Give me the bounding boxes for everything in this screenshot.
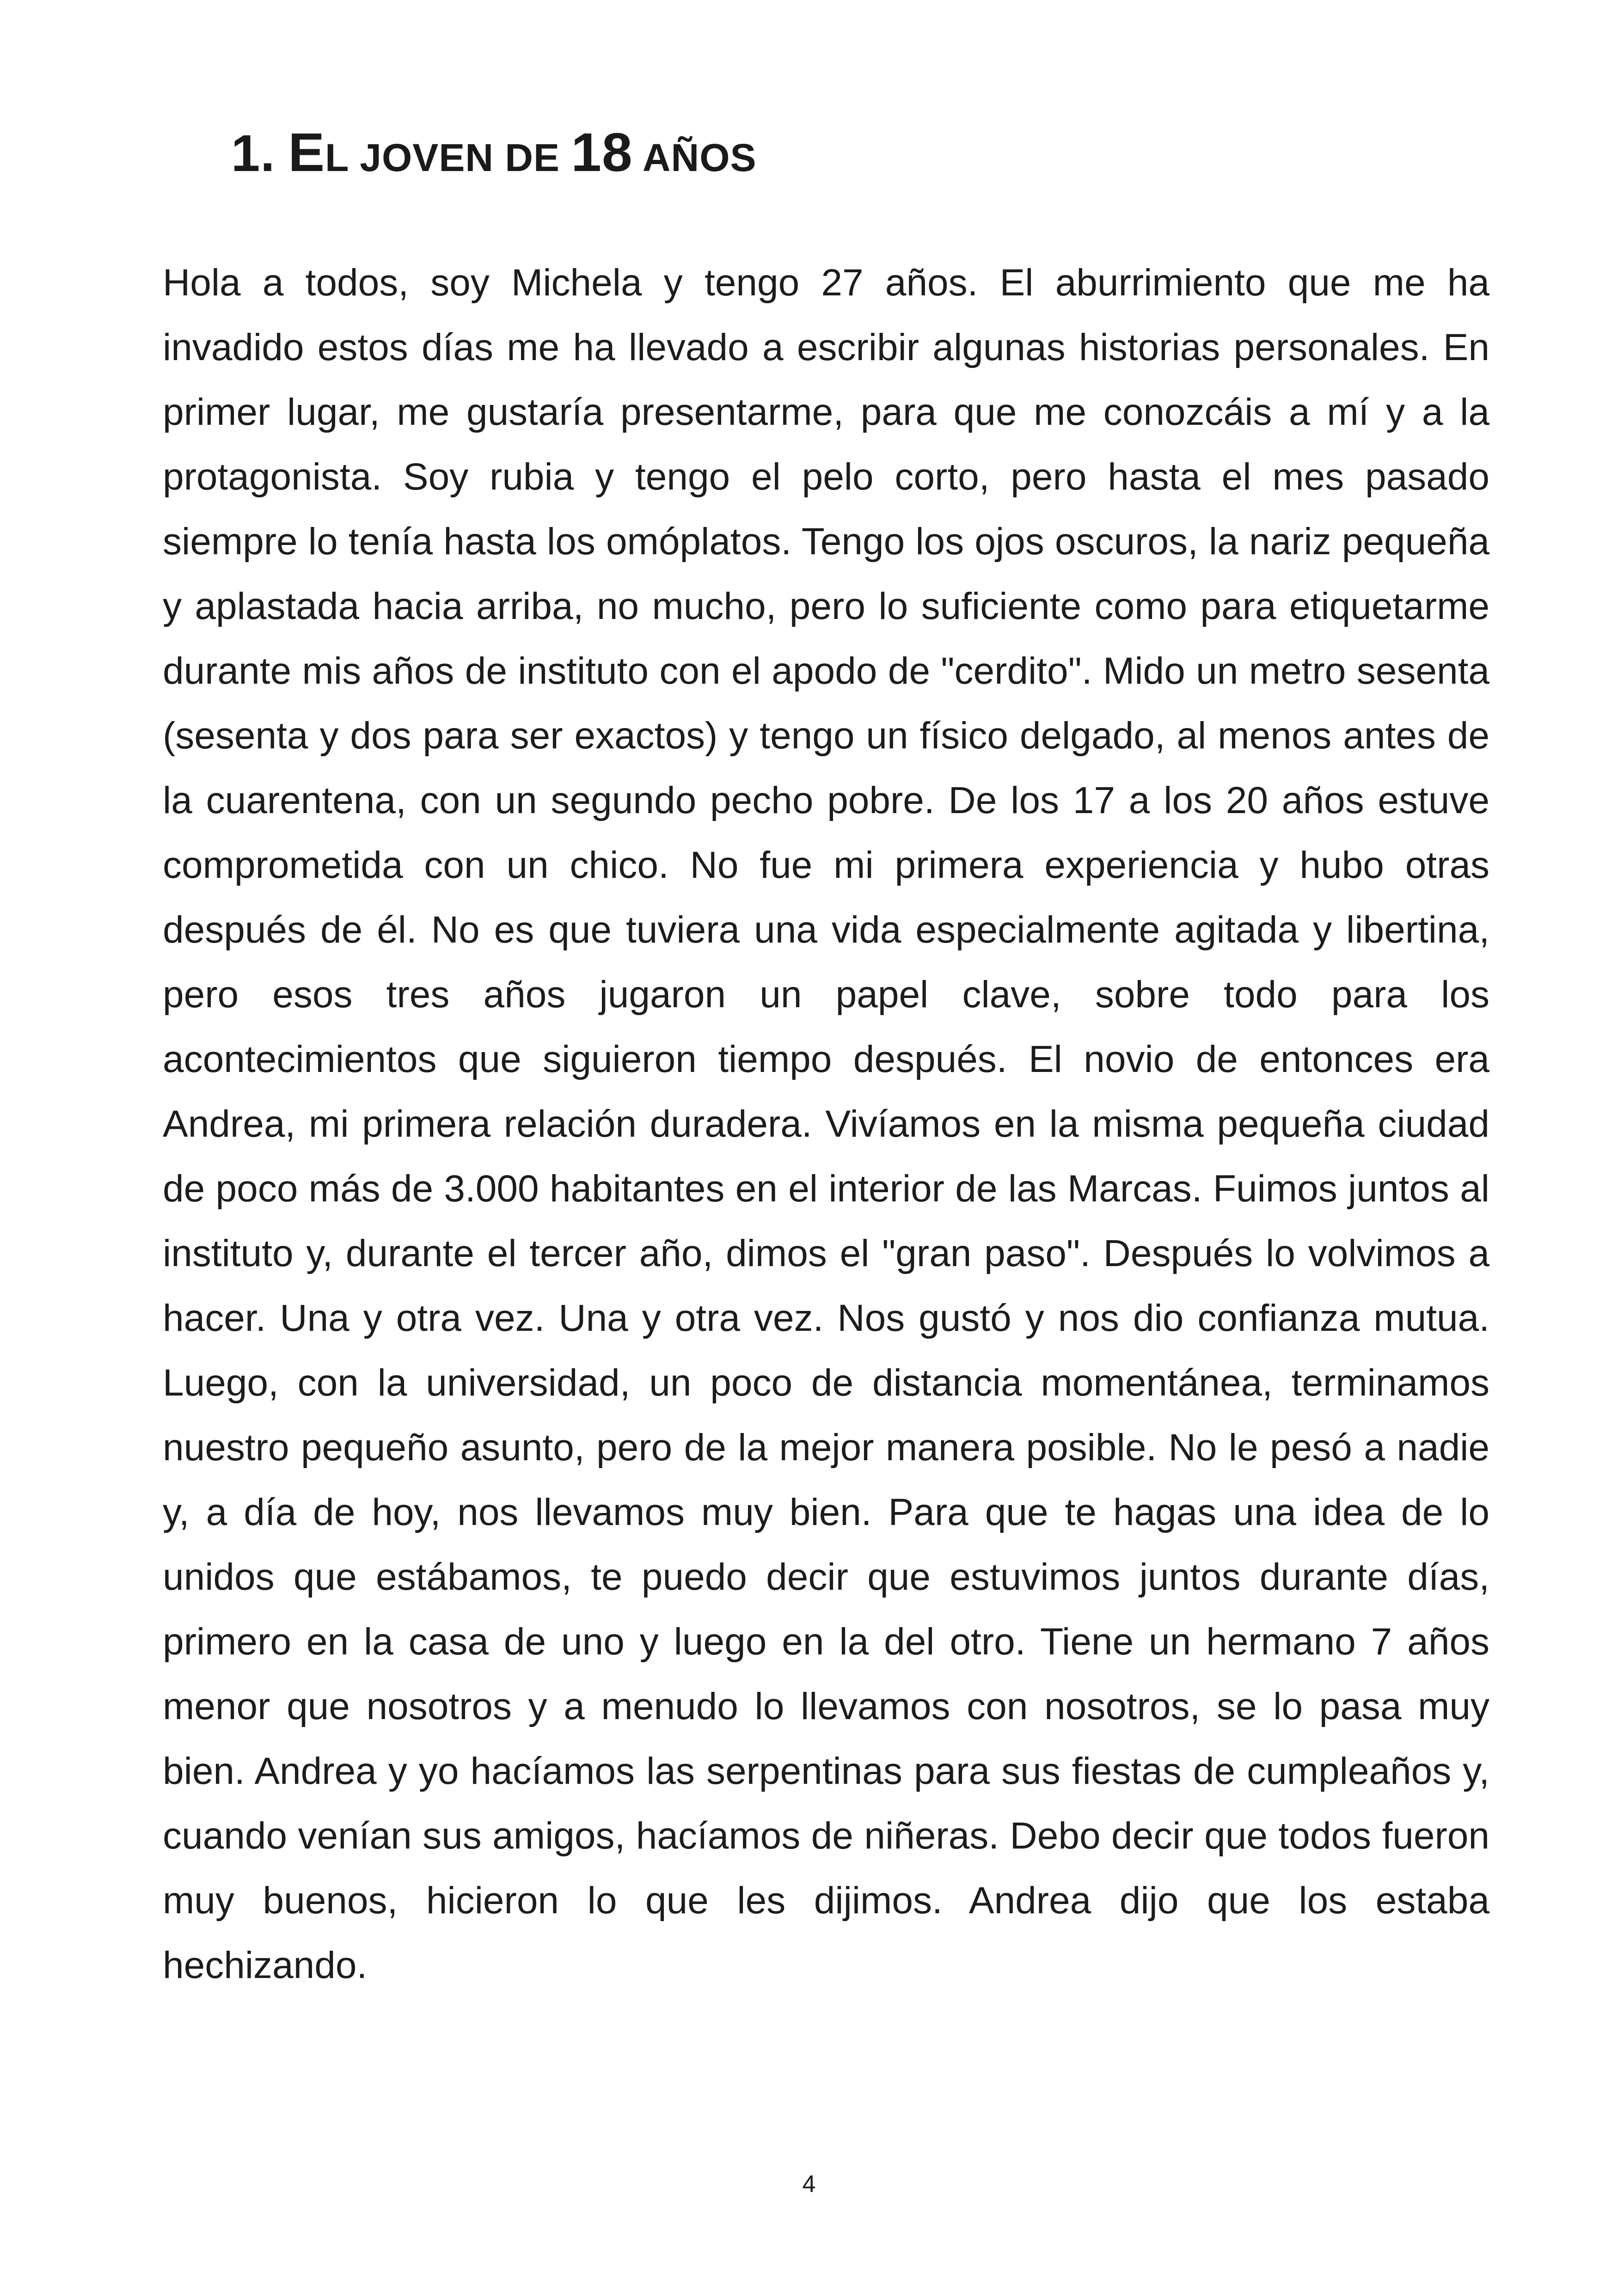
chapter-title-tail: AÑOS — [632, 136, 757, 179]
body-paragraph: Hola a todos, soy Michela y tengo 27 años. El aburrimiento que me ha invadido estos días me ha llevado a escribir algunas historias personales. En primer lugar, me gustaría presentarme, para que me conozcáis a mí y a la protagonista. Soy rubia y tengo el pelo corto, pero hasta el mes pasado siempre lo tenía hasta los omóplatos. Tengo los ojos oscuros, la nariz pequeña y aplastada hacia arriba, no mucho, pero lo suficiente como para etiquetarme durante mis años de instituto con el apodo de "cerdito". Mido un metro sesenta (sesenta y dos para ser exactos) y tengo un físico delgado, al menos antes de la cuarentena, con un segundo pecho pobre. De los 17 a los 20 años estuve comprometida con un chico. No fue mi primera experiencia y hubo otras después de él. No es que tuviera una vida especialmente agitada y libertina, pero esos tres años jugaron un papel clave, sobre todo para los acontecimientos que siguieron tiempo después. El novio de entonces era Andrea, mi primera relación duradera. Vivíamos en la misma pequeña ciudad de poco más de 3.000 habitantes en el interior de las Marcas. Fuimos juntos al instituto y, durante el tercer año, dimos el "gran paso". Después lo volvimos a hacer. Una y otra vez. Una y otra vez. Nos gustó y nos dio confianza mutua. Luego, con la universidad, un poco de distancia momentánea, terminamos nuestro pequeño asunto, pero de la mejor manera posible. No le pesó a nadie y, a día de hoy, nos llevamos muy bien. Para que te hagas una idea de lo unidos que estábamos, te puedo decir que estuvimos juntos durante días, primero en la casa de uno y luego en la del otro. Tiene un hermano 7 años menor que nosotros y a menudo lo llevamos con nosotros, se lo pasa muy bien. Andrea y yo hacíamos las serpentinas para sus fiestas de cumpleaños y, cuando venían sus amigos, hacíamos de niñeras. Debo decir que todos fueron muy buenos, hicieron lo que les dijimos. Andrea dijo que los estaba hechizando. — [163, 262, 1489, 1986]
chapter-title-initial: E — [288, 122, 325, 183]
chapter-title-words: L JOVEN DE — [325, 136, 571, 179]
chapter-title — [231, 118, 757, 192]
chapter-number: 1. — [231, 124, 276, 182]
chapter-title-age: 18 — [571, 122, 633, 183]
page-number: 4 — [802, 2171, 816, 2198]
